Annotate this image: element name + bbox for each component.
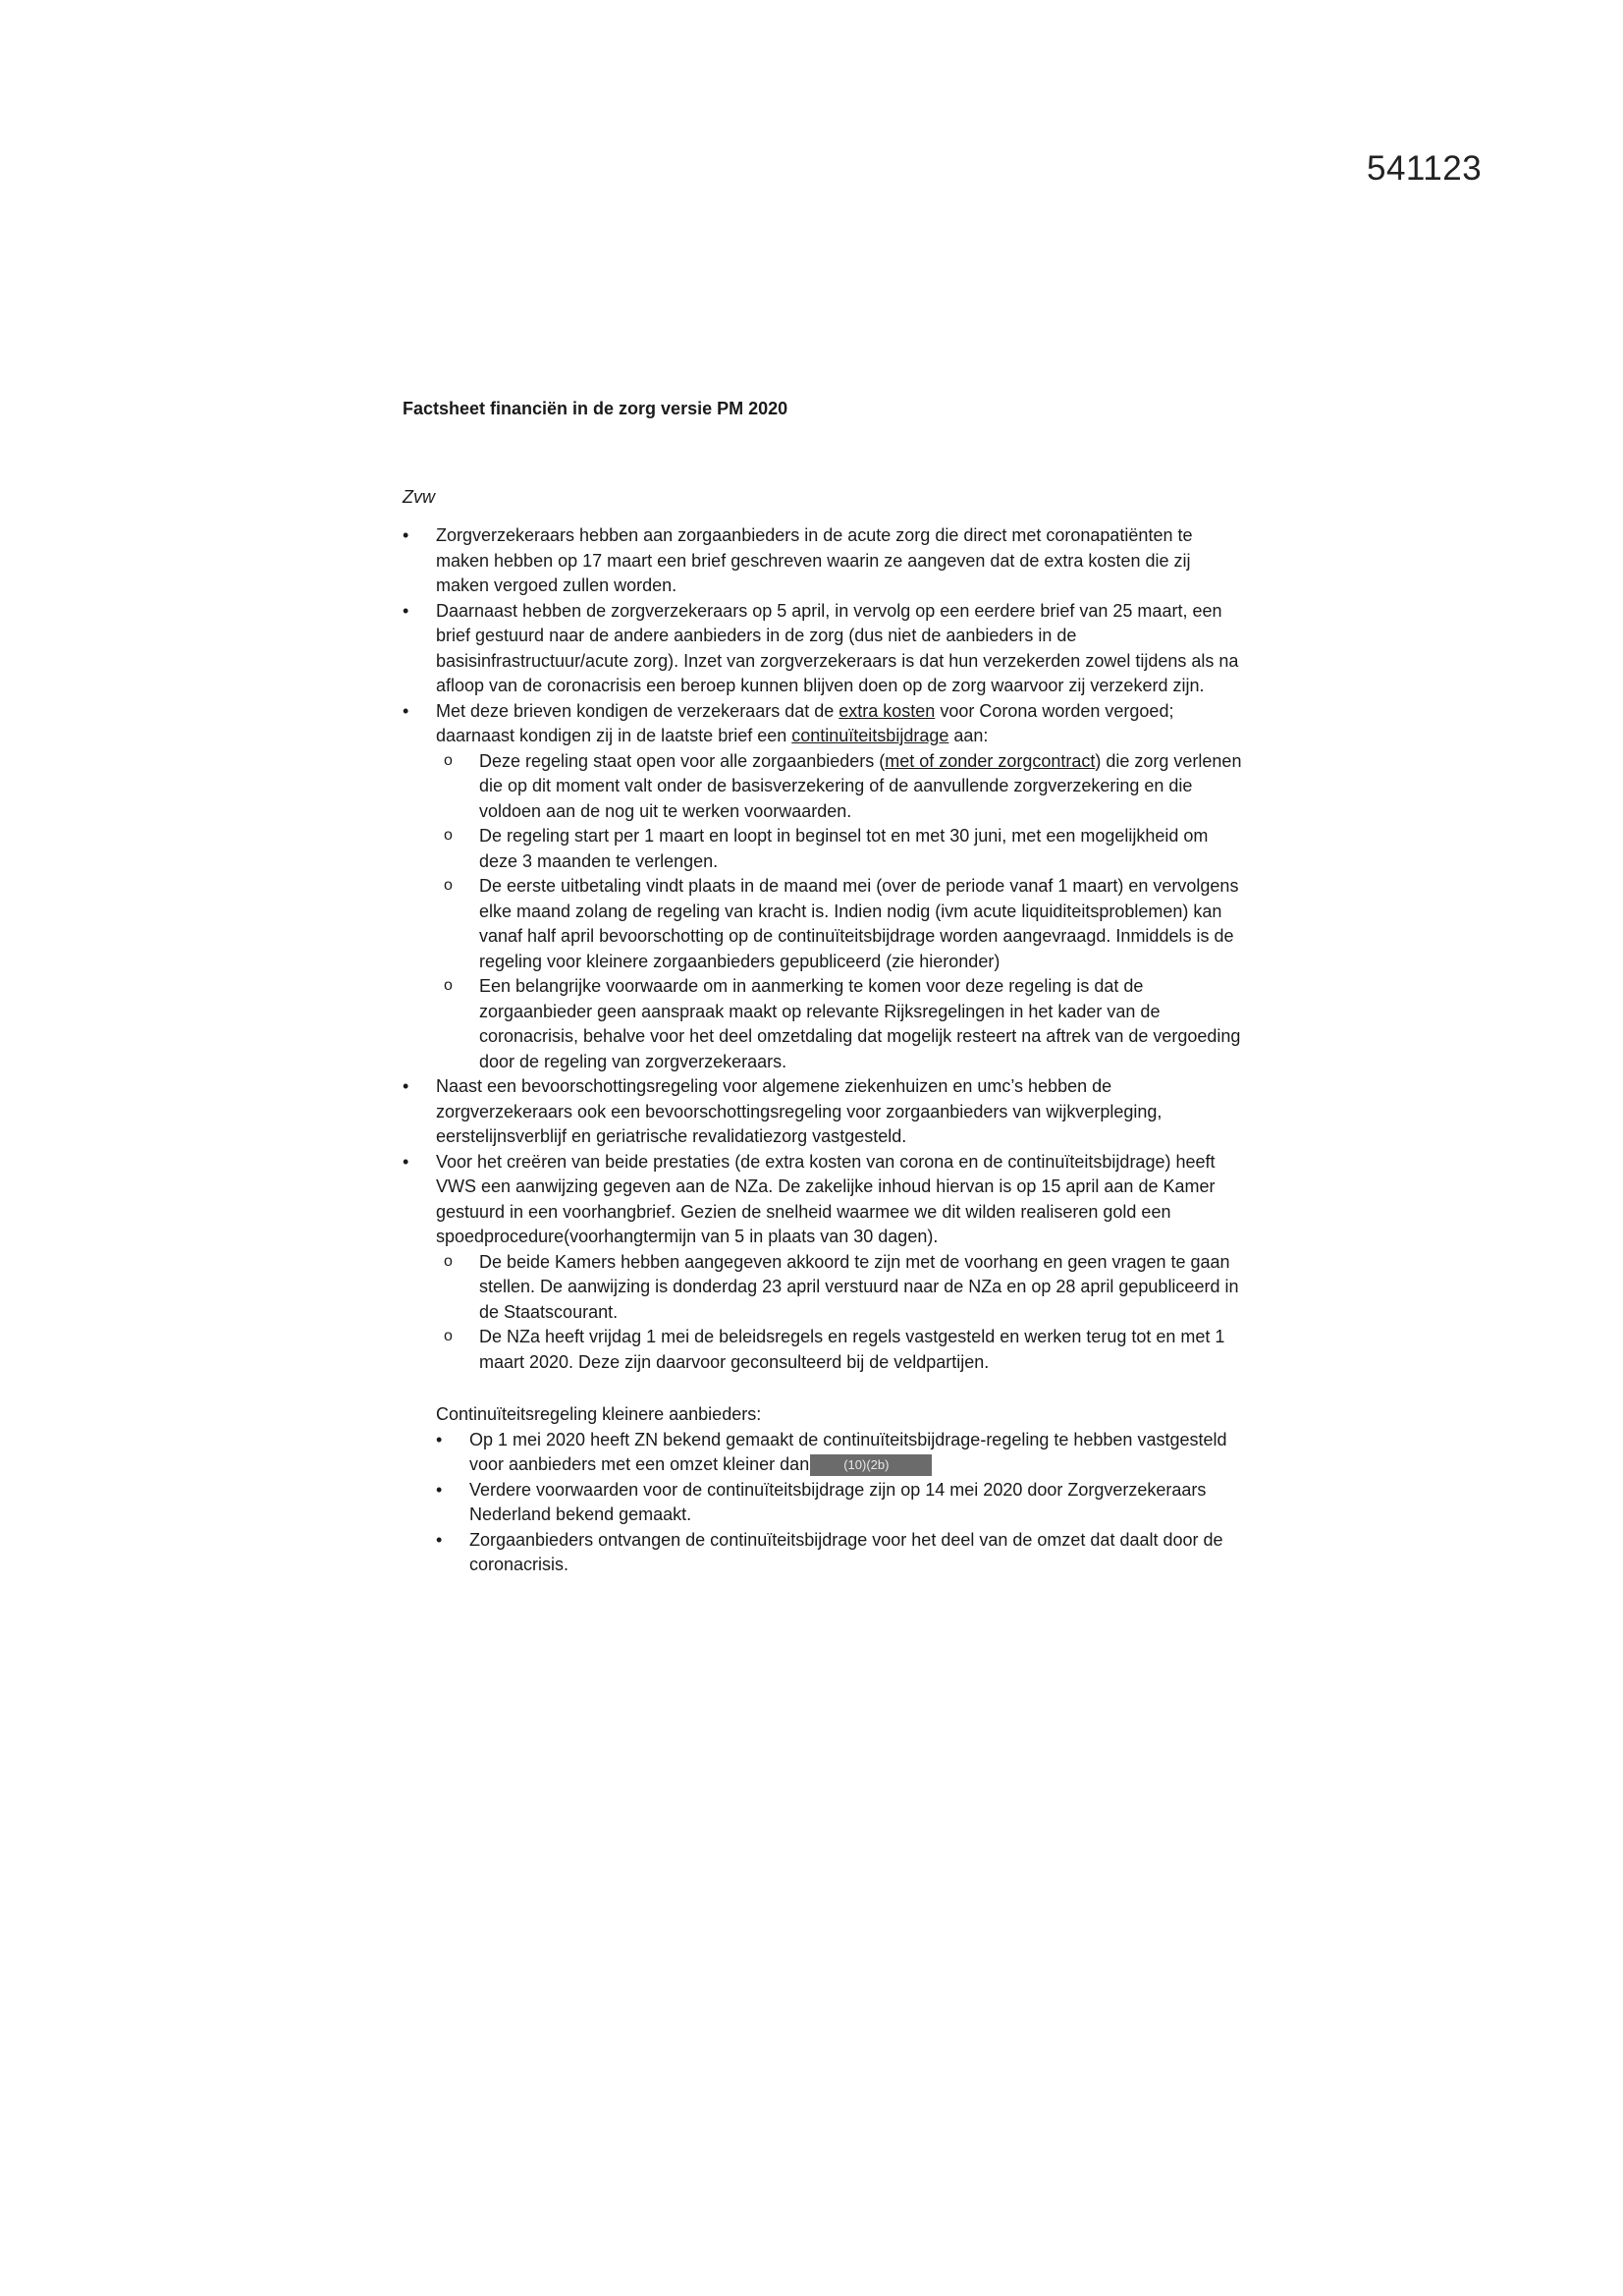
sub-bullet-text: De regeling start per 1 maart en loopt in beginsel tot en met 30 juni, met een mogelijkheid om deze 3 maanden te verlengen. bbox=[479, 826, 1209, 871]
sub-bullet-text: De eerste uitbetaling vindt plaats in de maand mei (over de periode vanaf 1 maart) en vervolgens elke maand zolang de regeling van kracht is. Indien nodig (ivm acute liquiditeitsproblemen) kan vanaf half april bevoorschotting op de continuïteitsbijdrage worden aangevraagd. Inmiddels is de regeling voor kleinere zorgaanbieders gepubliceerd (zie hieronder) bbox=[479, 876, 1239, 971]
bullet-text: Zorgaanbieders ontvangen de continuïteitsbijdrage voor het deel van de omzet dat daalt door de coronacrisis. bbox=[469, 1529, 1223, 1574]
list-item bbox=[403, 1074, 1247, 1150]
main-bullet-list bbox=[403, 523, 1247, 1375]
underlined-term: continuïteitsbijdrage bbox=[791, 726, 949, 745]
list-item bbox=[403, 599, 1247, 699]
list-item bbox=[444, 874, 1247, 974]
list-item bbox=[436, 1478, 1247, 1528]
list-item bbox=[444, 1250, 1247, 1326]
document-title: Factsheet financiën in de zorg versie PM 2020 bbox=[403, 399, 788, 418]
list-item bbox=[436, 1528, 1247, 1578]
document-number: 541123 bbox=[1367, 149, 1483, 188]
bullet-text: Daarnaast hebben de zorgverzekeraars op 5 april, in vervolg op een eerdere brief van 25 maart, een brief gestuurd naar de andere aanbieders in de zorg (dus niet de aanbieders in de basisinfrastructuur/acute zorg). Inzet van zorgverzekeraars is dat hun verzekerden zowel tijdens als na afloop van de coronacrisis een beroep kunnen blijven doen op de zorg waarvoor zij verzekerd zijn. bbox=[436, 600, 1239, 695]
underlined-term: met of zonder zorgcontract bbox=[885, 750, 1096, 771]
list-item bbox=[403, 699, 1247, 1075]
list-item bbox=[444, 749, 1247, 825]
bullet-text: Zorgverzekeraars hebben aan zorgaanbieders in de acute zorg die direct met coronapatiënten te maken hebben op 17 maart een brief geschreven waarin ze aangeven dat de extra kosten die zij maken vergoed zullen worden. bbox=[436, 525, 1193, 595]
small-providers-section bbox=[403, 1402, 1247, 1578]
bullet-text: Met deze brieven kondigen de verzekeraars dat de bbox=[436, 700, 839, 721]
bullet-text: Verdere voorwaarden voor de continuïteitsbijdrage zijn op 14 mei 2020 door Zorgverzekeraars Nederland bekend gemaakt. bbox=[469, 1479, 1207, 1524]
sub-bullet-list bbox=[436, 749, 1247, 1075]
small-providers-list bbox=[436, 1428, 1247, 1578]
underlined-term: extra kosten bbox=[839, 700, 936, 721]
sub-bullet-text: Deze regeling staat open voor alle zorgaanbieders ( bbox=[479, 750, 886, 771]
bullet-text: Op 1 mei 2020 heeft ZN bekend gemaakt de continuïteitsbijdrage-regeling te hebben vastgesteld voor aanbieders met een omzet kleiner dan bbox=[469, 1429, 1227, 1474]
bullet-text: voor Corona worden vergoed; daarnaast kondigen zij in de laatste brief een bbox=[436, 700, 1174, 745]
sub-bullet-text: De beide Kamers hebben aangegeven akkoord te zijn met de voorhang en geen vragen te gaan stellen. De aanwijzing is donderdag 23 april verstuurd naar de NZa en op 28 april gepubliceerd in de Staatscourant. bbox=[479, 1251, 1239, 1322]
sub-bullet-list bbox=[436, 1250, 1247, 1376]
list-item bbox=[436, 1428, 1247, 1478]
document-body bbox=[403, 397, 1247, 1578]
redaction-box: (10)(2b) bbox=[810, 1454, 932, 1476]
sub-bullet-text: Een belangrijke voorwaarde om in aanmerking te komen voor deze regeling is dat de zorgaanbieder geen aanspraak maakt op relevante Rijksregelingen in het kader van de coronacrisis, behalve voor het deel omzetdaling dat mogelijk resteert na aftrek van de vergoeding door de regeling van zorgverzekeraars. bbox=[479, 976, 1241, 1071]
section-heading-zvw: Zvw bbox=[403, 486, 435, 507]
list-item bbox=[444, 1325, 1247, 1375]
bullet-text: Naast een bevoorschottingsregeling voor algemene ziekenhuizen en umc’s hebben de zorgverzekeraars ook een bevoorschottingsregeling voor zorgaanbieders van wijkverpleging, eerstelijnsverblijf en geriatrische revalidatiezorg vastgesteld. bbox=[436, 1076, 1163, 1146]
list-item bbox=[403, 1150, 1247, 1376]
bullet-text: Voor het creëren van beide prestaties (de extra kosten van corona en de continuïteitsbijdrage) heeft VWS een aanwijzing gegeven aan de NZa. De zakelijke inhoud hiervan is op 15 april aan de Kamer gestuurd in een voorhangbrief. Gezien de snelheid waarmee we dit wilden realiseren gold een spoedprocedure(voorhangtermijn van 5 in plaats van 30 dagen). bbox=[436, 1151, 1216, 1246]
sub-bullet-text: De NZa heeft vrijdag 1 mei de beleidsregels en regels vastgesteld en werken terug tot en met 1 maart 2020. Deze zijn daarvoor geconsulteerd bij de veldpartijen. bbox=[479, 1327, 1225, 1372]
list-item bbox=[403, 523, 1247, 599]
list-item bbox=[444, 974, 1247, 1074]
small-providers-heading: Continuïteitsregeling kleinere aanbieders: bbox=[436, 1404, 762, 1424]
bullet-text: aan: bbox=[948, 726, 989, 745]
sub-bullet-text: ) die zorg verlenen die op dit moment valt onder de basisverzekering of de aanvullende zorgverzekering en die voldoen aan de nog uit te werken voorwaarden. bbox=[479, 750, 1242, 821]
list-item bbox=[444, 824, 1247, 874]
